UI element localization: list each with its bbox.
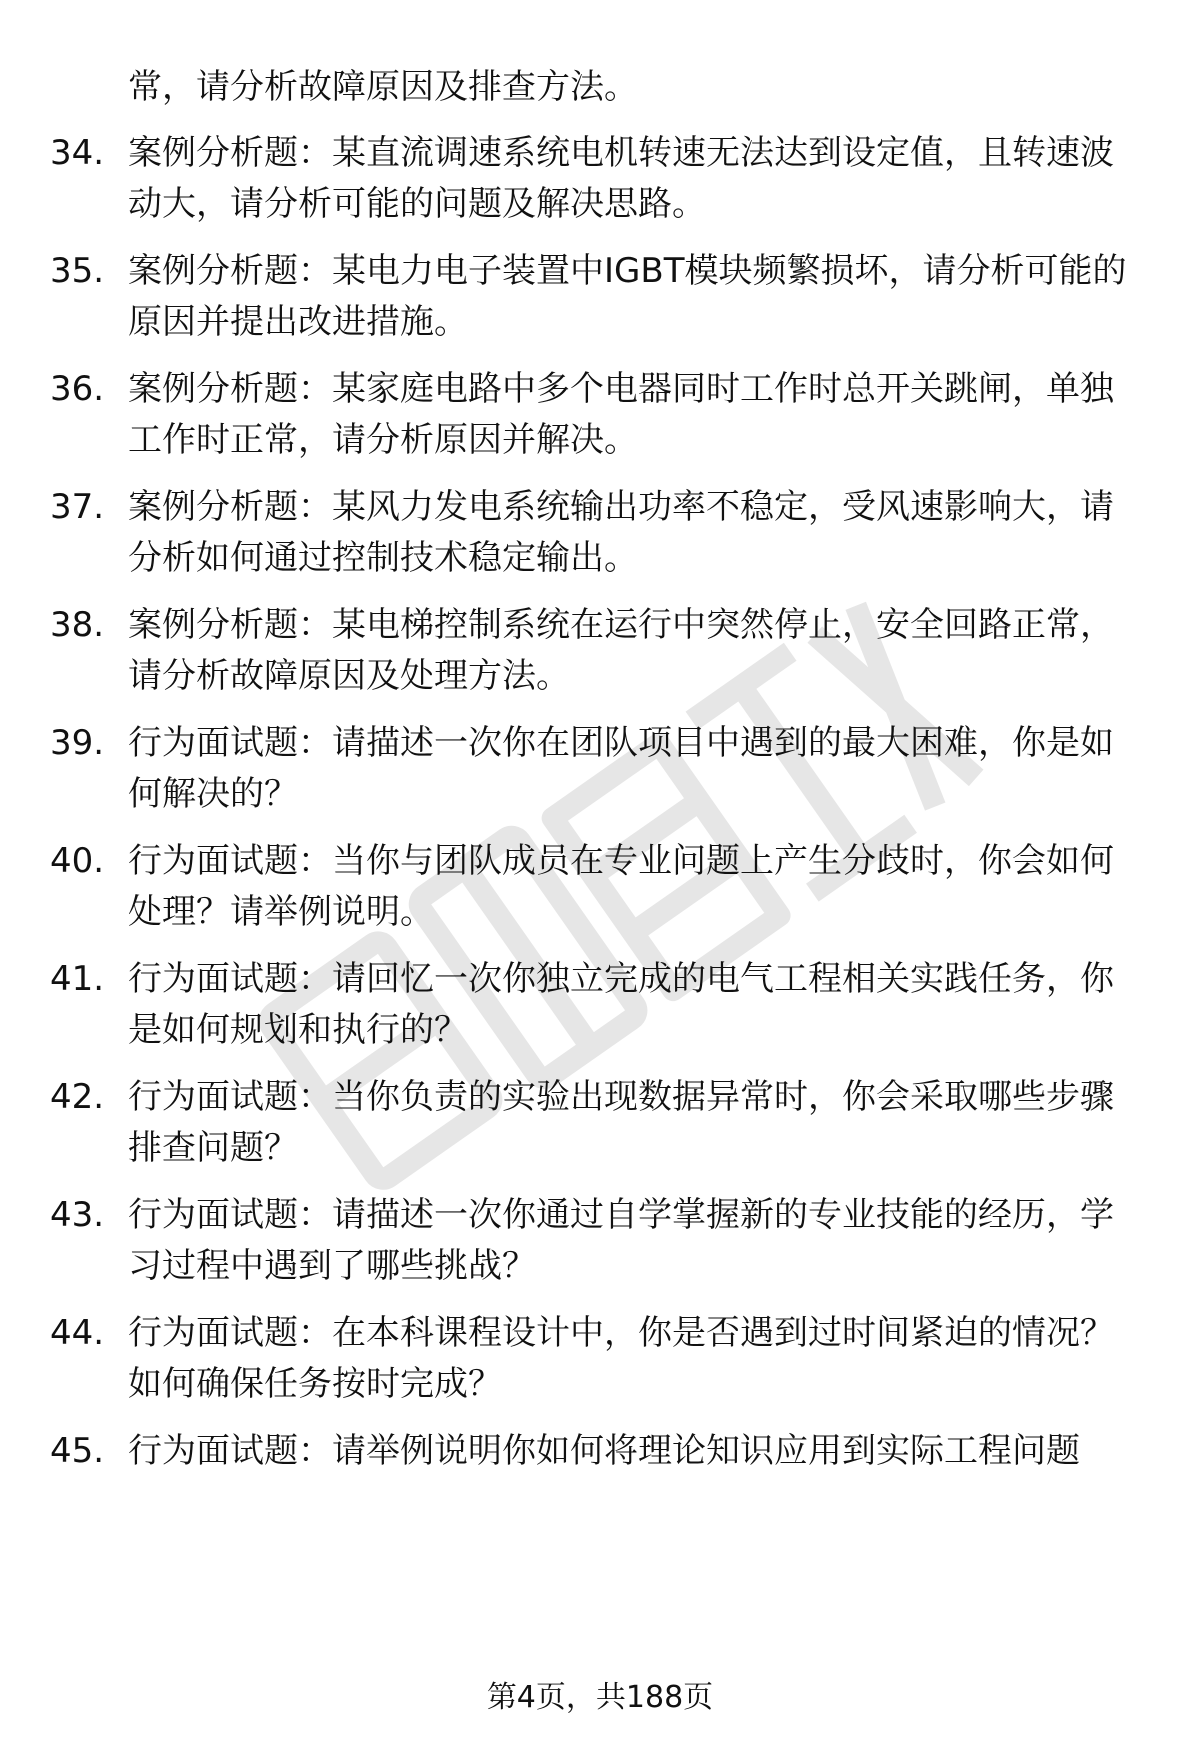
item-text: 案例分析题：某电力电子装置中IGBT模块频繁损坏，请分析可能的原因并提出改进措施。 [128,251,1127,342]
item-text: 行为面试题：请举例说明你如何将理论知识应用到实际工程问题 [128,1431,1080,1471]
item-number: 39. [50,723,105,763]
item-number: 44. [50,1313,105,1353]
item-number: 42. [50,1077,105,1117]
list-item [0,954,1200,1056]
item-number: 34. [50,133,105,173]
list-item [0,128,1200,230]
list-item [0,1308,1200,1410]
item-text: 案例分析题：某电梯控制系统在运行中突然停止，安全回路正常，请分析故障原因及处理方法。 [128,605,1114,696]
continuation-line: 常，请分析故障原因及排查方法。 [128,67,638,107]
item-text: 案例分析题：某直流调速系统电机转速无法达到设定值，且转速波动大，请分析可能的问题及解决思路。 [128,133,1114,224]
item-text: 行为面试题：在本科课程设计中，你是否遇到过时间紧迫的情况？如何确保任务按时完成？ [128,1313,1114,1404]
item-text: 案例分析题：某风力发电系统输出功率不稳定，受风速影响大，请分析如何通过控制技术稳定输出。 [128,487,1114,578]
item-number: 35. [50,251,105,291]
item-number: 41. [50,959,105,999]
item-number: 37. [50,487,105,527]
item-text: 行为面试题：当你负责的实验出现数据异常时，你会采取哪些步骤排查问题？ [128,1077,1114,1168]
item-number: 40. [50,841,105,881]
list-item [0,1190,1200,1292]
list-item [0,364,1200,466]
item-text: 行为面试题：请描述一次你通过自学掌握新的专业技能的经历，学习过程中遇到了哪些挑战？ [128,1195,1114,1286]
list-item [0,1426,1200,1528]
list-item [0,718,1200,820]
item-number: 45. [50,1431,105,1471]
item-number: 38. [50,605,105,645]
list-item [0,836,1200,938]
item-number: 36. [50,369,105,409]
item-text: 行为面试题：请描述一次你在团队项目中遇到的最大困难，你是如何解决的？ [128,723,1114,814]
page-footer: 第4页，共188页 [486,1680,714,1715]
list-item [0,1072,1200,1174]
item-number: 43. [50,1195,105,1235]
item-text: 案例分析题：某家庭电路中多个电器同时工作时总开关跳闸，单独工作时正常，请分析原因并解决。 [128,369,1114,460]
list-item [0,246,1200,348]
list-item [0,482,1200,584]
item-text: 行为面试题：当你与团队成员在专业问题上产生分歧时，你会如何处理？请举例说明。 [128,841,1114,932]
list-item [0,600,1200,702]
item-text: 行为面试题：请回忆一次你独立完成的电气工程相关实践任务，你是如何规划和执行的？ [128,959,1114,1050]
